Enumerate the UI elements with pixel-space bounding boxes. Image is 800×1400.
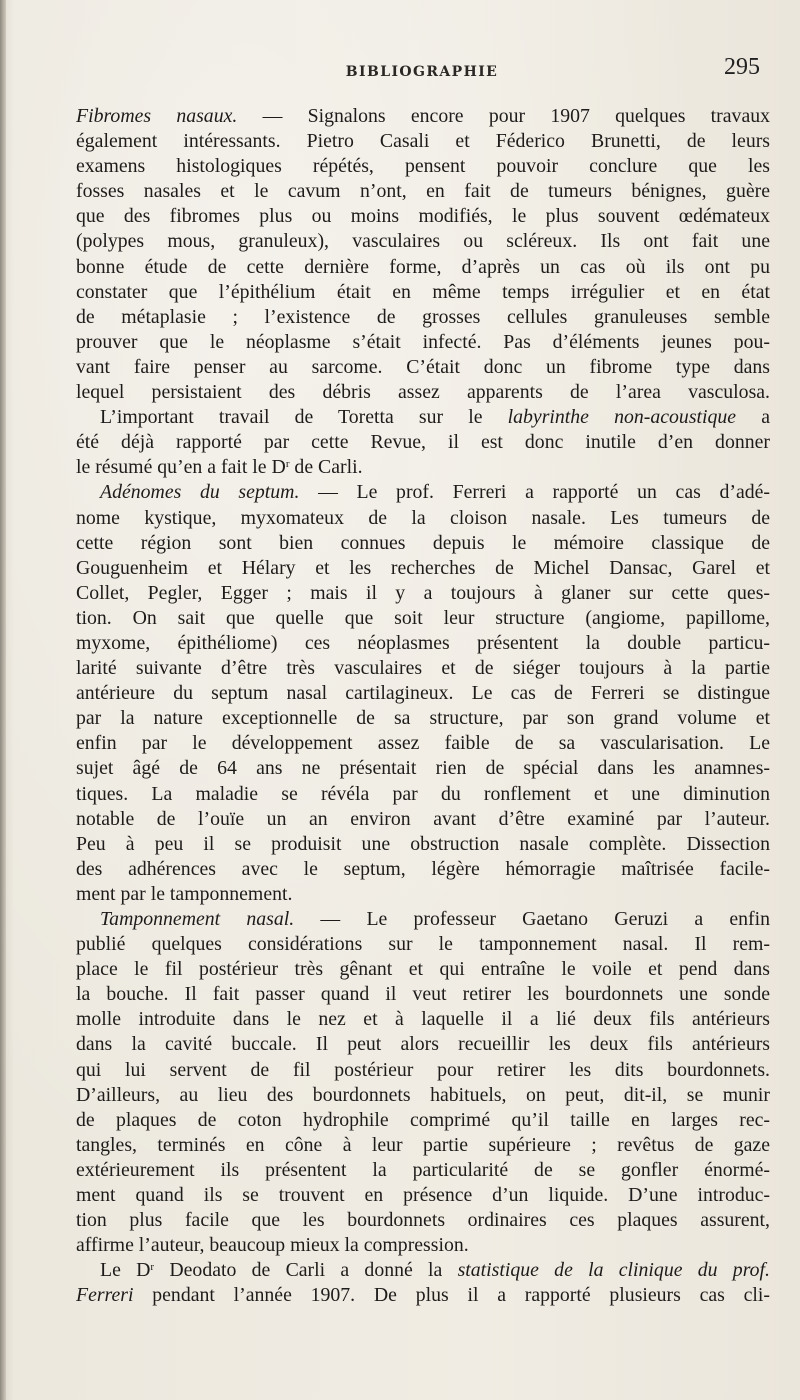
text-line (76, 1233, 770, 1258)
italic-span: Tamponnement nasal. (100, 908, 295, 930)
text-line (76, 1032, 770, 1057)
text-span: tangles, terminés en cône à leur partie supérieure ; revêtus de gaze (76, 1133, 770, 1156)
text-line (76, 731, 770, 756)
text-line (76, 455, 770, 480)
text-line (76, 204, 770, 229)
text-span: — Le prof. Ferreri a rapporté un cas d’adé- (299, 481, 770, 504)
text-line (76, 756, 770, 781)
text-span: de plaques de coton hydrophile comprimé qu’il taille en larges rec- (76, 1108, 770, 1131)
text-line (76, 531, 770, 556)
text-line (76, 104, 770, 129)
text-span: enfin par le développement assez faible de sa vascularisation. Le (76, 732, 770, 755)
text-span: de métaplasie ; l’existence de grosses cellules granuleuses semble (76, 305, 770, 328)
text-line (76, 1083, 770, 1108)
text-line (76, 857, 770, 882)
text-span: la bouche. Il fait passer quand il veut retirer les bourdonnets une sonde (76, 983, 770, 1006)
text-line (76, 581, 770, 606)
superscript: r (285, 458, 290, 471)
text-span: dans la cavité buccale. Il peut alors recueillir les deux fils antérieurs (76, 1033, 770, 1056)
superscript: r (150, 1261, 155, 1274)
text-line (76, 1133, 770, 1158)
text-span: que des fibromes plus ou moins modifiés, le plus souvent œdémateux (76, 205, 770, 228)
text-span: ment quand ils se trouvent en présence d’un liquide. D’une introduc- (76, 1184, 770, 1207)
text-line (76, 330, 770, 355)
text-span: L’important travail de Toretta sur le (100, 406, 508, 429)
text-line (76, 681, 770, 706)
text-span: par la nature exceptionnelle de sa structure, par son grand volume et (76, 707, 770, 730)
text-line (76, 706, 770, 731)
text-line (76, 1108, 770, 1133)
text-span: sujet âgé de 64 ans ne présentait rien de spécial dans les anamnes- (76, 757, 770, 780)
text-span: le résumé qu’en a fait le D (76, 456, 286, 479)
text-line (76, 480, 770, 505)
text-span: cette région sont bien connues depuis le mémoire classique de (76, 531, 770, 554)
italic-span: statistique de la clinique du prof. (457, 1259, 770, 1282)
text-span: été déjà rapporté par cette Revue, il est donc inutile d’en donner (76, 431, 770, 454)
italic-span: Ferreri (76, 1284, 134, 1307)
text-line (76, 255, 770, 280)
text-span: pendant l’année 1907. De plus il a rapporté plusieurs cas cli- (133, 1284, 770, 1307)
text-line (76, 405, 770, 430)
text-span: a (736, 406, 770, 429)
text-line (76, 1158, 770, 1183)
text-span: ment par le tamponnement. (76, 882, 293, 905)
text-line (76, 631, 770, 656)
text-line (76, 280, 770, 305)
body-text (76, 104, 770, 1309)
text-span: de Carli. (289, 456, 363, 479)
text-line (76, 656, 770, 681)
text-line (76, 506, 770, 531)
text-line (76, 1058, 770, 1083)
page-number: 295 (724, 54, 760, 80)
text-line (76, 556, 770, 581)
text-span: D’ailleurs, au lieu des bourdonnets habituels, on peut, dit-il, se munir (76, 1083, 770, 1106)
text-line (76, 229, 770, 254)
text-span: — Signalons encore pour 1907 quelques travaux (237, 105, 770, 127)
text-span: Collet, Pegler, Egger ; mais il y a toujours à glaner sur cette ques- (76, 581, 770, 604)
text-span: affirme l’auteur, beaucoup mieux la compression. (76, 1234, 469, 1257)
text-line (76, 1208, 770, 1233)
text-line (76, 982, 770, 1007)
text-line (76, 932, 770, 957)
text-span: antérieure du septum nasal cartilagineux. Le cas de Ferreri se distingue (76, 682, 770, 705)
text-line (76, 907, 770, 932)
text-span: également intéressants. Pietro Casali et Féderico Brunetti, de leurs (76, 130, 770, 153)
text-line (76, 832, 770, 857)
text-line (76, 606, 770, 631)
text-span: — Le professeur Gaetano Geruzi a enfin (294, 908, 770, 930)
text-span: nome kystique, myxomateux de la cloison nasale. Les tumeurs de (76, 506, 770, 529)
text-span: Le D (100, 1259, 151, 1282)
text-span: extérieurement ils présentent la particularité de se gonfler énormé- (76, 1158, 770, 1181)
text-line (76, 1183, 770, 1208)
text-line (76, 129, 770, 154)
text-span: examens histologiques répétés, pensent pouvoir conclure que les (76, 155, 770, 178)
text-span: tiques. La maladie se révéla par du ronflement et une diminution (76, 782, 770, 805)
text-line (76, 807, 770, 832)
text-span: molle introduite dans le nez et à laquelle il a lié deux fils antérieurs (76, 1008, 770, 1031)
text-line (76, 1007, 770, 1032)
text-span: constater que l’épithélium était en même temps irrégulier et en état (76, 280, 770, 303)
text-line (76, 1283, 770, 1308)
text-span: place le fil postérieur très gênant et qui entraîne le voile et pend dans (76, 958, 770, 981)
text-line (76, 355, 770, 380)
text-span: tion plus facile que les bourdonnets ordinaires ces plaques assurent, (76, 1209, 770, 1232)
page-header (76, 52, 768, 92)
italic-span: Adénomes du septum. (100, 481, 300, 504)
text-span: Peu à peu il se produisit une obstruction nasale complète. Dissection (76, 832, 770, 855)
text-span: des adhérences avec le septum, légère hémorragie maîtrisée facile- (76, 857, 770, 880)
text-line (76, 957, 770, 982)
text-line (76, 782, 770, 807)
text-span: bonne étude de cette dernière forme, d’après un cas où ils ont pu (76, 255, 770, 278)
text-span: (polypes mous, granuleux), vasculaires ou scléreux. Ils ont fait une (76, 230, 770, 253)
text-span: qui lui servent de fil postérieur pour retirer les dits bourdonnets. (76, 1058, 770, 1081)
text-span: larité suivante d’être très vasculaires et de siéger toujours à la partie (76, 657, 770, 680)
text-line (76, 305, 770, 330)
text-span: vant faire penser au sarcome. C’était donc un fibrome type dans (76, 355, 770, 378)
text-span: fosses nasales et le cavum n’ont, en fait de tumeurs bénignes, guère (76, 180, 770, 203)
text-line (76, 882, 770, 907)
text-span: Deodato de Carli a donné la (154, 1259, 458, 1282)
page-binding-edge (0, 0, 6, 1400)
text-line (76, 179, 770, 204)
text-span: notable de l’ouïe un an environ avant d’être examiné par l’auteur. (76, 807, 770, 830)
text-line (76, 154, 770, 179)
text-span: tion. On sait que quelle que soit leur structure (angiome, papillome, (76, 606, 770, 629)
italic-span: Fibromes nasaux. (76, 105, 238, 127)
text-span: prouver que le néoplasme s’était infecté. Pas d’éléments jeunes pou- (76, 330, 770, 353)
text-line (76, 380, 770, 405)
text-span: lequel persistaient des débris assez apparents de l’area vasculosa. (76, 381, 770, 404)
running-title: BIBLIOGRAPHIE (345, 64, 499, 80)
text-span: myxome, épithéliome) ces néoplasmes présentent la double particu- (76, 631, 770, 654)
text-line (76, 430, 770, 455)
italic-span: labyrinthe non-acoustique (507, 406, 737, 429)
text-line (76, 1258, 770, 1283)
text-span: Gouguenheim et Hélary et les recherches de Michel Dansac, Garel et (76, 556, 770, 579)
text-span: publié quelques considérations sur le tamponnement nasal. Il rem- (76, 933, 770, 956)
